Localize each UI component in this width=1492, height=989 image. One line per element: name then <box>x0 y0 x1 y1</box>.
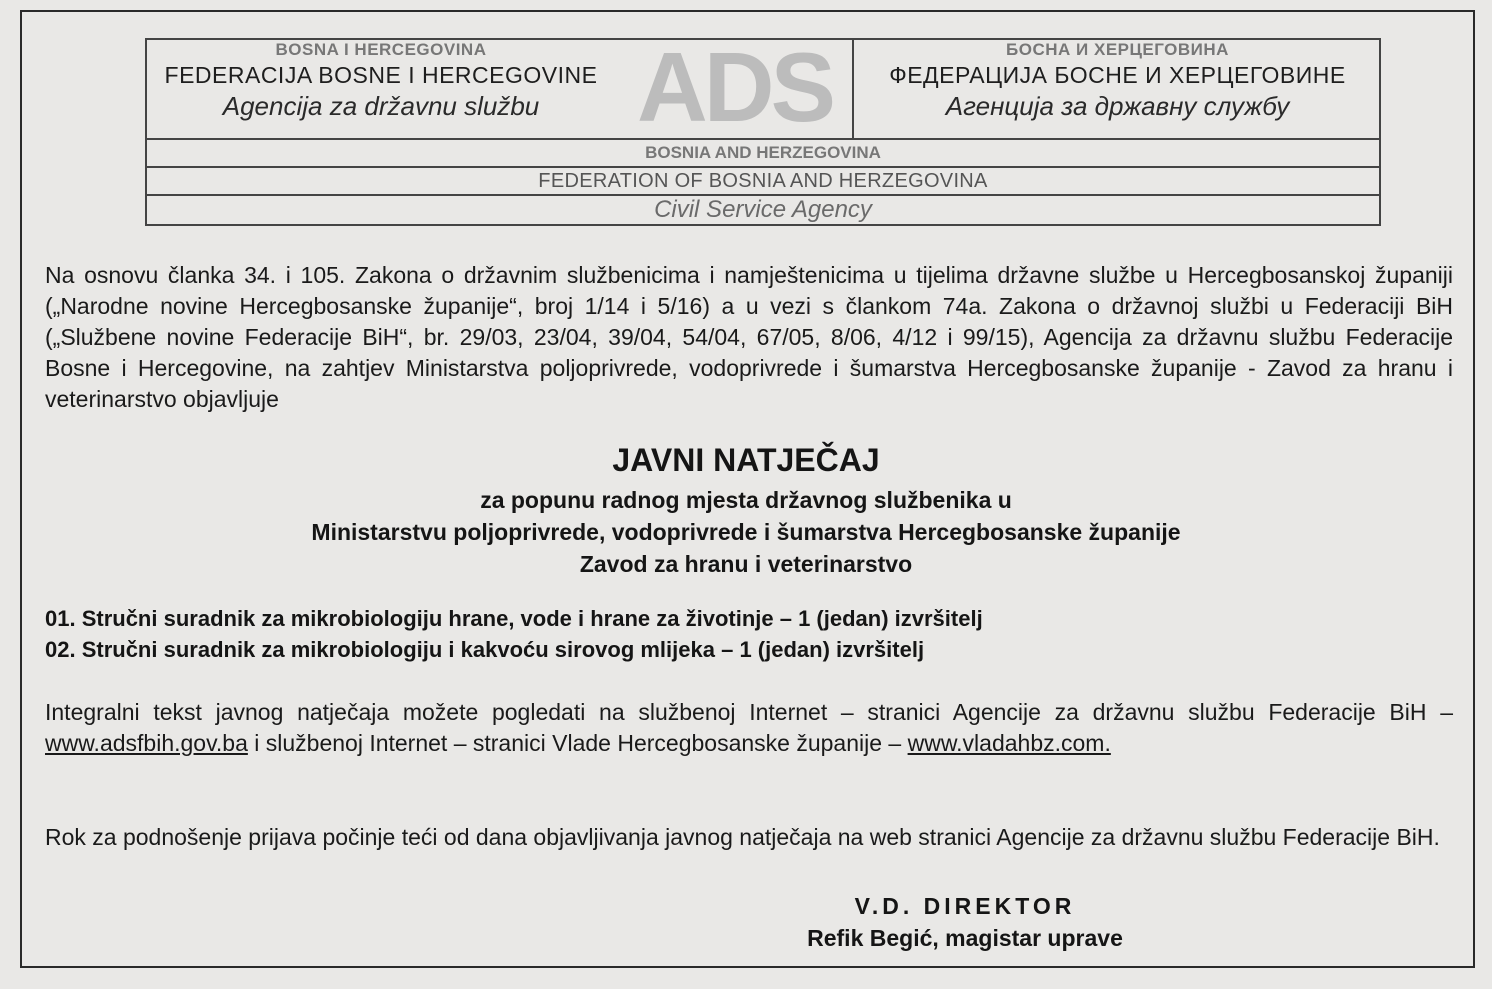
adsfbih-link[interactable]: www.adsfbih.gov.ba <box>45 730 248 756</box>
notice-title: JAVNI NATJEČAJ <box>612 442 880 478</box>
intro-paragraph: Na osnovu članka 34. i 105. Zakona o državnim službenicima i namještenicima u tijelima državne službe u Hercegbosanskoj županiji („Narodne novine Hercegbosanske županije“, broj 1/14 i 5/16) a u vezi s člankom 74a. Zakona o državnoj službi u Federaciji BiH („Službene novine Federacije BiH“, br. 29/03, 23/04, 39/04, 54/04, 67/05, 8/06, 4/12 i 99/15), Agencija za državnu službu Federacije Bosne i Hercegovine, na zahtjev Ministarstva poljoprivrede, vodoprivrede i šumarstva Hercegbosanske županije - Zavod za hranu i veterinarstvo objavljuje <box>45 262 1453 412</box>
subtitle-line: Ministarstvu poljoprivrede, vodoprivrede i šumarstva Hercegbosanske županije <box>311 519 1181 545</box>
subtitle-line: za popunu radnog mjesta državnog službenika u <box>480 487 1012 513</box>
positions-list <box>45 603 1453 665</box>
letterhead-agency-english: Civil Service Agency <box>147 194 1379 222</box>
position-item: 02. Stručni suradnik za mikrobiologiju i kakvoću sirovog mlijeka – 1 (jedan) izvršitelj <box>45 637 925 662</box>
letterhead-country-cyrillic: БОСНА И ХЕРЦЕГОВИНА <box>1006 40 1229 59</box>
letterhead-agency-latin: Agencija za državnu službu <box>222 91 540 121</box>
letterhead-latin <box>147 40 615 138</box>
letterhead-english <box>147 138 1379 222</box>
letterhead-country-latin: BOSNA I HERCEGOVINA <box>275 40 487 59</box>
signature-title: V.D. DIREKTOR <box>854 893 1076 919</box>
integral-text-paragraph <box>45 697 1453 759</box>
notice-subtitle <box>0 484 1492 580</box>
signature-name: Refik Begić, magistar uprave <box>807 925 1123 951</box>
deadline-paragraph: Rok za podnošenje prijava počinje teći od dana objavljivanja javnog natječaja na web stranici Agencije za državnu službu Federacije BiH. <box>45 824 1440 850</box>
letterhead-federation-latin: FEDERACIJA BOSNE I HERCEGOVINE <box>164 62 598 88</box>
integral-text-part: i službenoj Internet – stranici Vlade Hercegbosanske županije – <box>247 730 908 756</box>
subtitle-line: Zavod za hranu i veterinarstvo <box>579 551 913 577</box>
letterhead <box>145 32 1381 226</box>
vladahbz-link[interactable]: www.vladahbz.com. <box>907 730 1111 756</box>
ads-logo: ADS <box>637 32 832 142</box>
letterhead-federation-english: FEDERATION OF BOSNIA AND HERZEGOVINA <box>147 166 1379 194</box>
letterhead-agency-cyrillic: Агенција за државну службу <box>945 91 1290 121</box>
letterhead-federation-cyrillic: ФЕДЕРАЦИЈА БОСНЕ И ХЕРЦЕГОВИНЕ <box>889 62 1346 88</box>
letterhead-cyrillic <box>852 40 1381 138</box>
letterhead-country-english: BOSNIA AND HERZEGOVINA <box>147 138 1379 166</box>
integral-text-part: Integralni tekst javnog natječaja možete pogledati na službenoj Internet – stranici Agencije za državnu službu Federacije BiH – <box>45 699 1453 725</box>
position-item: 01. Stručni suradnik za mikrobiologiju hrane, vode i hrane za životinje – 1 (jedan) izvršitelj <box>45 606 983 631</box>
